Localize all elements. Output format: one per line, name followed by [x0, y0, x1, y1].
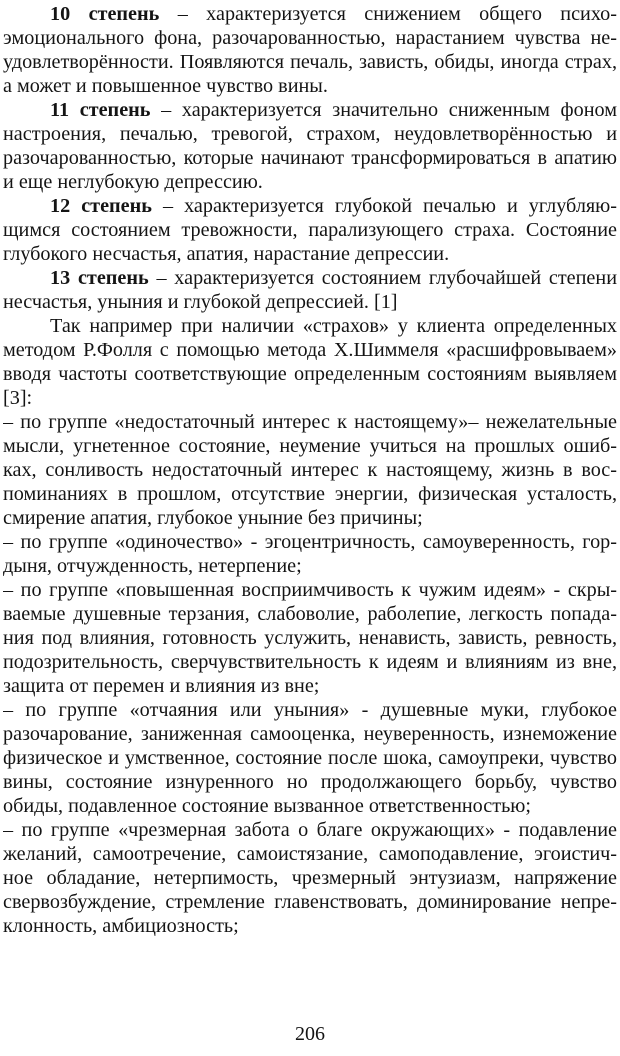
- list-item-line: – по группе «отчаяния или уныния» - душевные муки, глубокое: [3, 699, 617, 721]
- list-item-line: поминаниях в прошлом, отсутствие энергии, физическая усталость,: [3, 483, 617, 505]
- list-item-line: разочарование, заниженная самооценка, неуверенность, изнеможение: [3, 723, 617, 745]
- line-text: – характеризуется глубокой печалью и углубляю-: [151, 195, 617, 217]
- list-item-line: клонность, амбициозность;: [3, 915, 239, 937]
- paragraph-line: настроения, печалью, тревогой, страхом, неудовлетворённостью и: [3, 123, 617, 145]
- list-item-line: – по группе «повышенная восприимчивость к чужим идеям» - скры-: [3, 579, 617, 601]
- page-number: 206: [295, 1023, 325, 1045]
- list-item-line: желаний, самоотречение, самоистязание, самоподавление, эгоистич-: [3, 843, 617, 865]
- list-item-line: обиды, подавленное состояние вызванное ответственностью;: [3, 795, 531, 817]
- list-item-line: – по группе «чрезмерная забота о благе окружающих» - подавление: [3, 819, 617, 841]
- list-item-line: ное обладание, нетерпимость, чрезмерный энтузиазм, напряжение: [3, 867, 617, 889]
- paragraph-line: вводя частоты соответствующие определенным состояниям выявляем: [3, 363, 617, 385]
- list-item-line: – по группе «недостаточный интерес к настоящему»– нежелательные: [3, 411, 617, 433]
- degree-heading: 10 степень: [50, 3, 160, 25]
- line-text: – характеризуется состоянием глубочайшей степени: [148, 267, 617, 289]
- paragraph-line: удовлетворённости. Появляются печаль, зависть, обиды, иногда страх,: [3, 51, 617, 73]
- line-text: – характеризуется снижением общего психо-: [159, 3, 617, 25]
- list-item-line: дыня, отчужденность, нетерпение;: [3, 555, 302, 577]
- paragraph-line: [50, 2, 617, 26]
- list-item-line: – по группе «одиночество» - эгоцентричность, самоуверенность, гор-: [3, 531, 617, 553]
- list-item-line: ния под влияния, готовность услужить, ненависть, зависть, ревность,: [3, 627, 617, 649]
- list-item-line: ках, сонливость недостаточный интерес к настоящему, жизнь в вос-: [3, 459, 617, 481]
- paragraph-line: эмоционального фона, разочарованностью, нарастанием чувства не-: [3, 27, 617, 49]
- paragraph-line: а может и повышенное чувство вины.: [3, 75, 328, 97]
- line-text: – характеризуется значительно сниженным фоном: [150, 99, 617, 121]
- list-item-line: смирение апатия, глубокое уныние без причины;: [3, 507, 423, 529]
- paragraph-line: и еще неглубокую депрессию.: [3, 171, 263, 193]
- degree-heading: 13 степень: [50, 267, 149, 289]
- paragraph-line: разочарованностью, которые начинают трансформироваться в апатию: [3, 147, 617, 169]
- list-item-line: защита от перемен и влияния из вне;: [3, 675, 320, 697]
- paragraph-line: [3]:: [3, 387, 33, 409]
- list-item-line: физическое и умственное, состояние после шока, самоупреки, чувство: [3, 747, 617, 769]
- paragraph-line: [50, 98, 617, 122]
- list-item-line: ваемые душевные терзания, слабоволие, раболепие, легкость попада-: [3, 603, 617, 625]
- paragraph-line: Так например при наличии «страхов» у клиента определенных: [50, 315, 617, 337]
- paragraph-line: щимся состоянием тревожности, парализующего страха. Состояние: [3, 219, 617, 241]
- degree-heading: 11 степень: [50, 99, 151, 121]
- paragraph-line: [50, 266, 617, 290]
- list-item-line: подозрительность, сверчувствительность к идеям и влияниям из вне,: [3, 651, 617, 673]
- paragraph-line: [50, 194, 617, 218]
- paragraph-line: несчастья, уныния и глубокой депрессией. [1]: [3, 291, 398, 313]
- degree-heading: 12 степень: [50, 195, 152, 217]
- paragraph-line: методом Р.Фолля с помощью метода Х.Шиммеля «расшифровываем»: [3, 339, 617, 361]
- list-item-line: вины, состояние изнуренного но продолжающего борьбу, чувство: [3, 771, 617, 793]
- list-item-line: мысли, угнетенное состояние, неумение учиться на прошлых ошиб-: [3, 435, 617, 457]
- paragraph-line: глубокого несчастья, апатия, нарастание депрессии.: [3, 243, 450, 265]
- list-item-line: свервозбуждение, стремление главенствовать, доминирование непре-: [3, 891, 617, 913]
